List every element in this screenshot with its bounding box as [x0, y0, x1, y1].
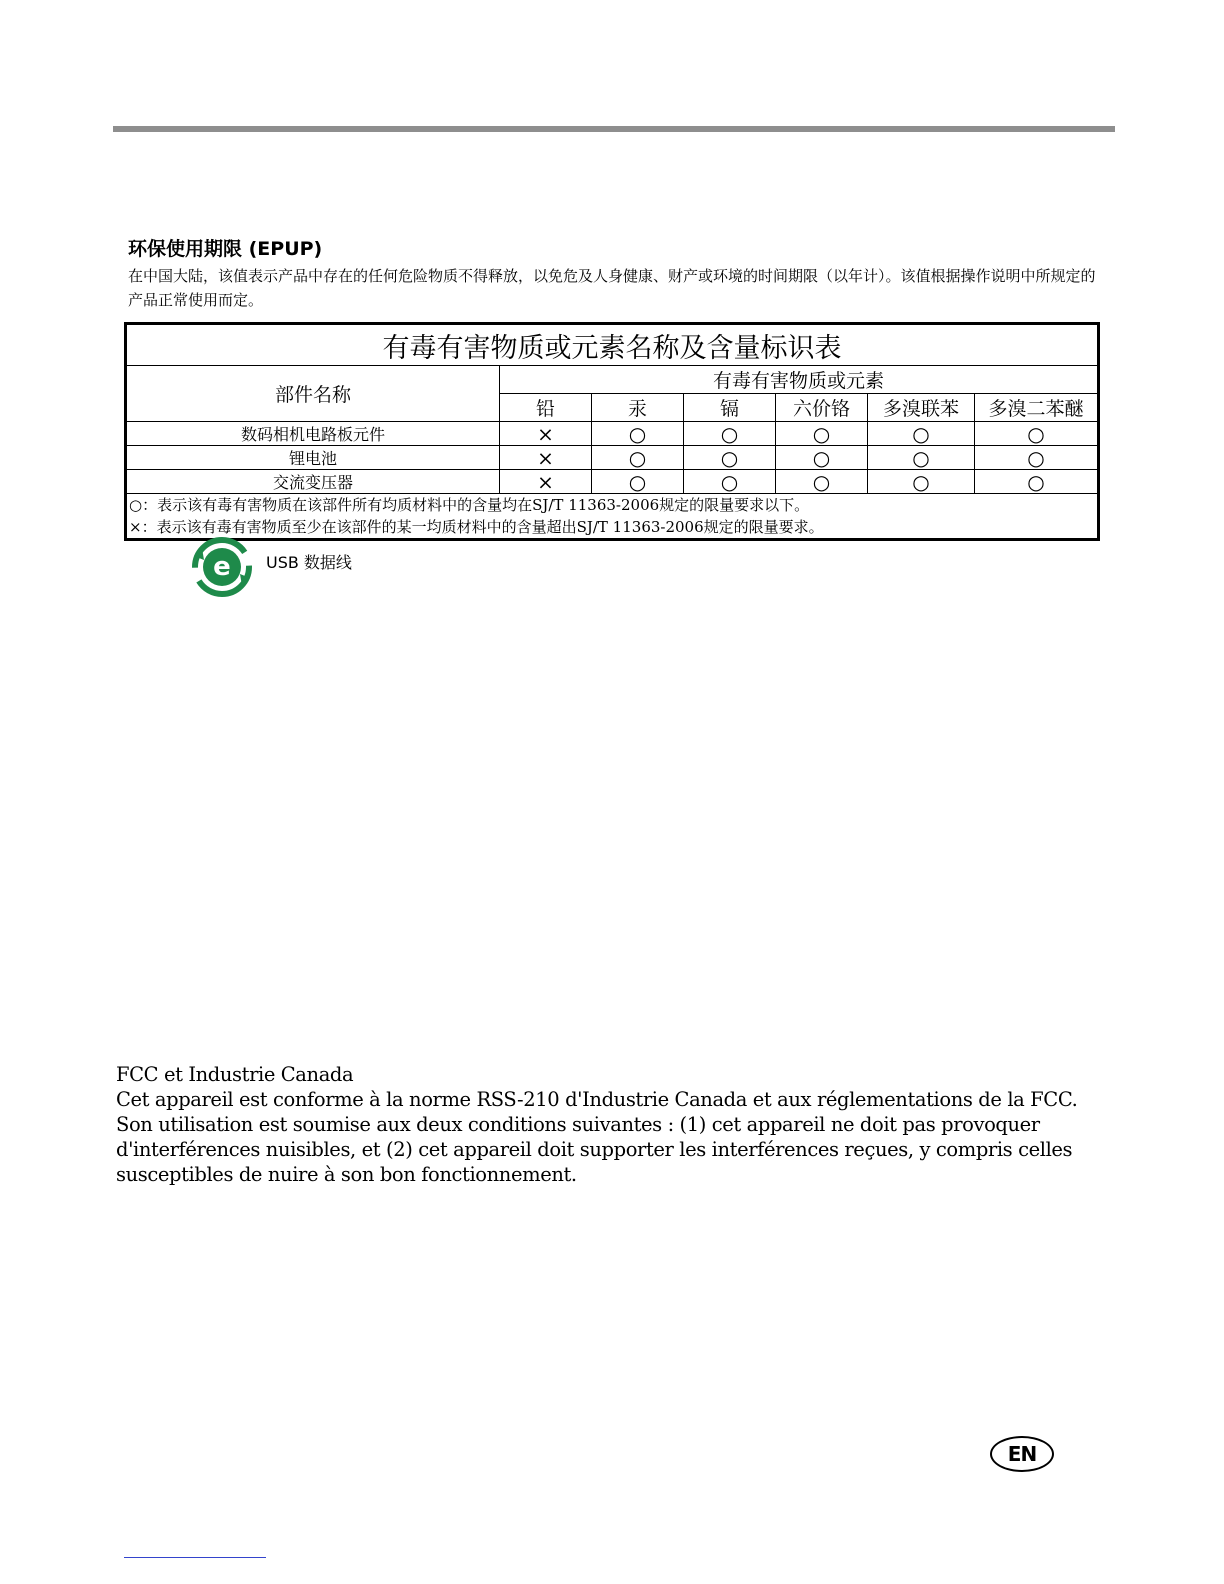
mark-cell: ○ [684, 422, 776, 446]
epup-title: 环保使用期限 (EPUP) [128, 238, 323, 260]
substance-header-chromium: 六价铬 [776, 394, 868, 422]
mark-cell: ○ [975, 422, 1099, 446]
mark-cell: ○ [975, 446, 1099, 470]
header-rule [113, 126, 1115, 132]
mark-cell: ○ [592, 422, 684, 446]
part-name-cell: 交流变压器 [126, 470, 500, 494]
note-circle-meaning: ○：表示该有毒有害物质在该部件所有均质材料中的含量均在SJ/T 11363-2006规定的限量要求以下。 [129, 496, 810, 514]
mark-cell: ○ [776, 446, 868, 470]
part-name-cell: 数码相机电路板元件 [126, 422, 500, 446]
fcc-statement [116, 1062, 1106, 1187]
epup-description: 在中国大陆，该值表示产品中存在的任何危险物质不得释放，以免危及人身健康、财产或环境的时间期限（以年计）。该值根据操作说明中所规定的产品正常使用而定。 [128, 267, 1096, 309]
substance-header-lead: 铅 [500, 394, 592, 422]
mark-cell: ○ [975, 470, 1099, 494]
mark-cell: × [500, 422, 592, 446]
table-title: 有毒有害物质或元素名称及含量标识表 [126, 324, 1099, 366]
mark-cell: ○ [868, 470, 975, 494]
hazardous-substances-table [124, 322, 1100, 541]
mark-cell: ○ [868, 422, 975, 446]
substances-group-header: 有毒有害物质或元素 [500, 366, 1099, 394]
table-row [126, 470, 1099, 494]
language-badge: EN [990, 1436, 1054, 1472]
substance-header-pbde: 多溴二苯醚 [975, 394, 1099, 422]
part-name-header: 部件名称 [126, 366, 500, 422]
mark-cell: ○ [592, 470, 684, 494]
table-row [126, 446, 1099, 470]
note-cross-meaning: ×：表示该有毒有害物质至少在该部件的某一均质材料中的含量超出SJ/T 11363-2006规定的限量要求。 [129, 518, 824, 536]
substance-header-mercury: 汞 [592, 394, 684, 422]
mark-cell: × [500, 470, 592, 494]
logo-letter: e [213, 552, 231, 582]
footer-link-rule [124, 1557, 266, 1558]
epup-recycle-e-icon [188, 536, 256, 598]
substance-header-cadmium: 镉 [684, 394, 776, 422]
mark-cell: × [500, 446, 592, 470]
mark-cell: ○ [592, 446, 684, 470]
mark-cell: ○ [868, 446, 975, 470]
fcc-body: Cet appareil est conforme à la norme RSS-210 d'Industrie Canada et aux réglementations de la FCC. Son utilisation est soumise aux deux conditions suivantes : (1) cet appareil ne doit pas provoquer d'interférences nuisibles, et (2) cet appareil doit supporter les interférences reçues, y compris celles susceptibles de nuire à son bon fonctionnement. [116, 1088, 1078, 1186]
table-notes [126, 494, 1099, 540]
usb-cable-label: USB 数据线 [266, 553, 352, 572]
mark-cell: ○ [776, 422, 868, 446]
mark-cell: ○ [684, 446, 776, 470]
substance-header-pbb: 多溴联苯 [868, 394, 975, 422]
mark-cell: ○ [684, 470, 776, 494]
mark-cell: ○ [776, 470, 868, 494]
fcc-heading: FCC et Industrie Canada [116, 1063, 354, 1086]
part-name-cell: 锂电池 [126, 446, 500, 470]
table-row [126, 422, 1099, 446]
